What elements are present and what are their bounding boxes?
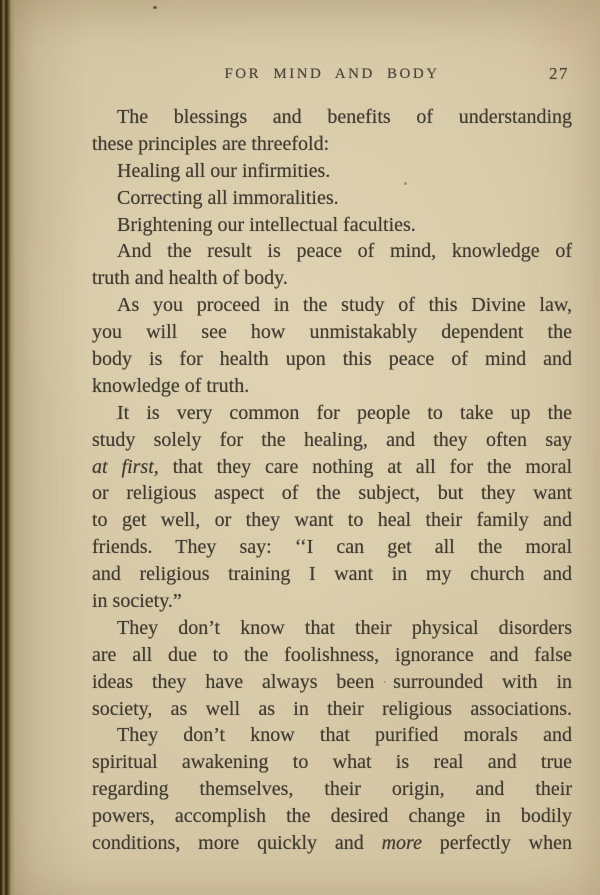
text-segment: truth and health of body. [92,267,288,290]
text-line [92,265,572,292]
text-segment: that they care nothing at all for the moral [158,455,572,478]
text-segment: society, as well as in their religious associations. [92,697,572,720]
text-segment: are all due to the foolishness, ignorance and false [92,643,572,666]
text-segment: you will see how unmistakably dependent the [92,321,572,344]
text-line [92,212,572,239]
text-segment: As you proceed in the study of this Divine law, [117,294,572,317]
text-line [92,776,572,803]
text-line [92,642,572,669]
text-segment: spiritual awakening to what is real and true [92,751,572,774]
text-segment: to get well, or they want to heal their family and [92,509,572,532]
page-number: 27 [549,64,569,83]
text-line [92,615,572,642]
text-segment: They don’t know that their physical disorders [117,616,572,639]
text-segment: and religious training I want in my church and [92,563,572,586]
page-body-text [92,104,572,857]
text-segment: body is for health upon this peace of mind and [92,348,572,371]
text-line [92,185,572,212]
text-segment: conditions, more quickly and [92,832,382,855]
text-line [92,722,572,749]
paper-speck [153,6,157,9]
text-segment: friends. They say: ‘‘I can get all the moral [92,536,572,559]
text-line [92,696,572,723]
text-segment: Healing all our infirmities. [117,159,331,182]
italic-text-segment: more [381,832,422,855]
text-line [92,427,572,454]
text-segment: in society.” [92,590,182,613]
text-line [92,400,572,427]
text-line [92,803,572,830]
running-title: FOR MIND AND BODY [224,66,440,82]
book-binding-edge [0,0,15,895]
text-line [92,669,572,696]
text-segment: ideas they have always been surrounded with in [92,670,572,693]
italic-text-segment: at first, [92,455,159,478]
text-line [92,830,572,857]
text-line [92,104,572,131]
text-segment: They don’t know that purified morals and [117,724,572,747]
text-segment: knowledge of truth. [92,374,250,397]
text-line [92,346,572,373]
text-segment: And the result is peace of mind, knowledge of [117,240,572,263]
text-line [92,507,572,534]
text-line [92,588,572,615]
text-segment: It is very common for people to take up the [117,401,572,424]
text-segment: regarding themselves, their origin, and their [92,778,572,801]
text-segment: these principles are threefold: [92,132,330,155]
page-header [92,66,572,88]
text-line [92,561,572,588]
text-segment: Correcting all immoralities. [117,186,339,209]
text-line [92,373,572,400]
text-segment: perfectly when [421,832,572,855]
text-line [92,158,572,185]
text-segment: The blessings and benefits of understanding [117,106,572,128]
text-line [92,131,572,158]
text-line [92,749,572,776]
text-line [92,534,572,561]
text-segment: study solely for the healing, and they often say [92,428,572,451]
text-line [92,292,572,319]
text-segment: powers, accomplish the desired change in bodily [92,805,572,828]
text-line [92,319,572,346]
text-segment: Brightening our intellectual faculties. [117,213,416,236]
text-line [92,480,572,507]
text-line [92,454,572,481]
text-segment: or religious aspect of the subject, but they want [92,482,572,505]
text-line [92,238,572,265]
